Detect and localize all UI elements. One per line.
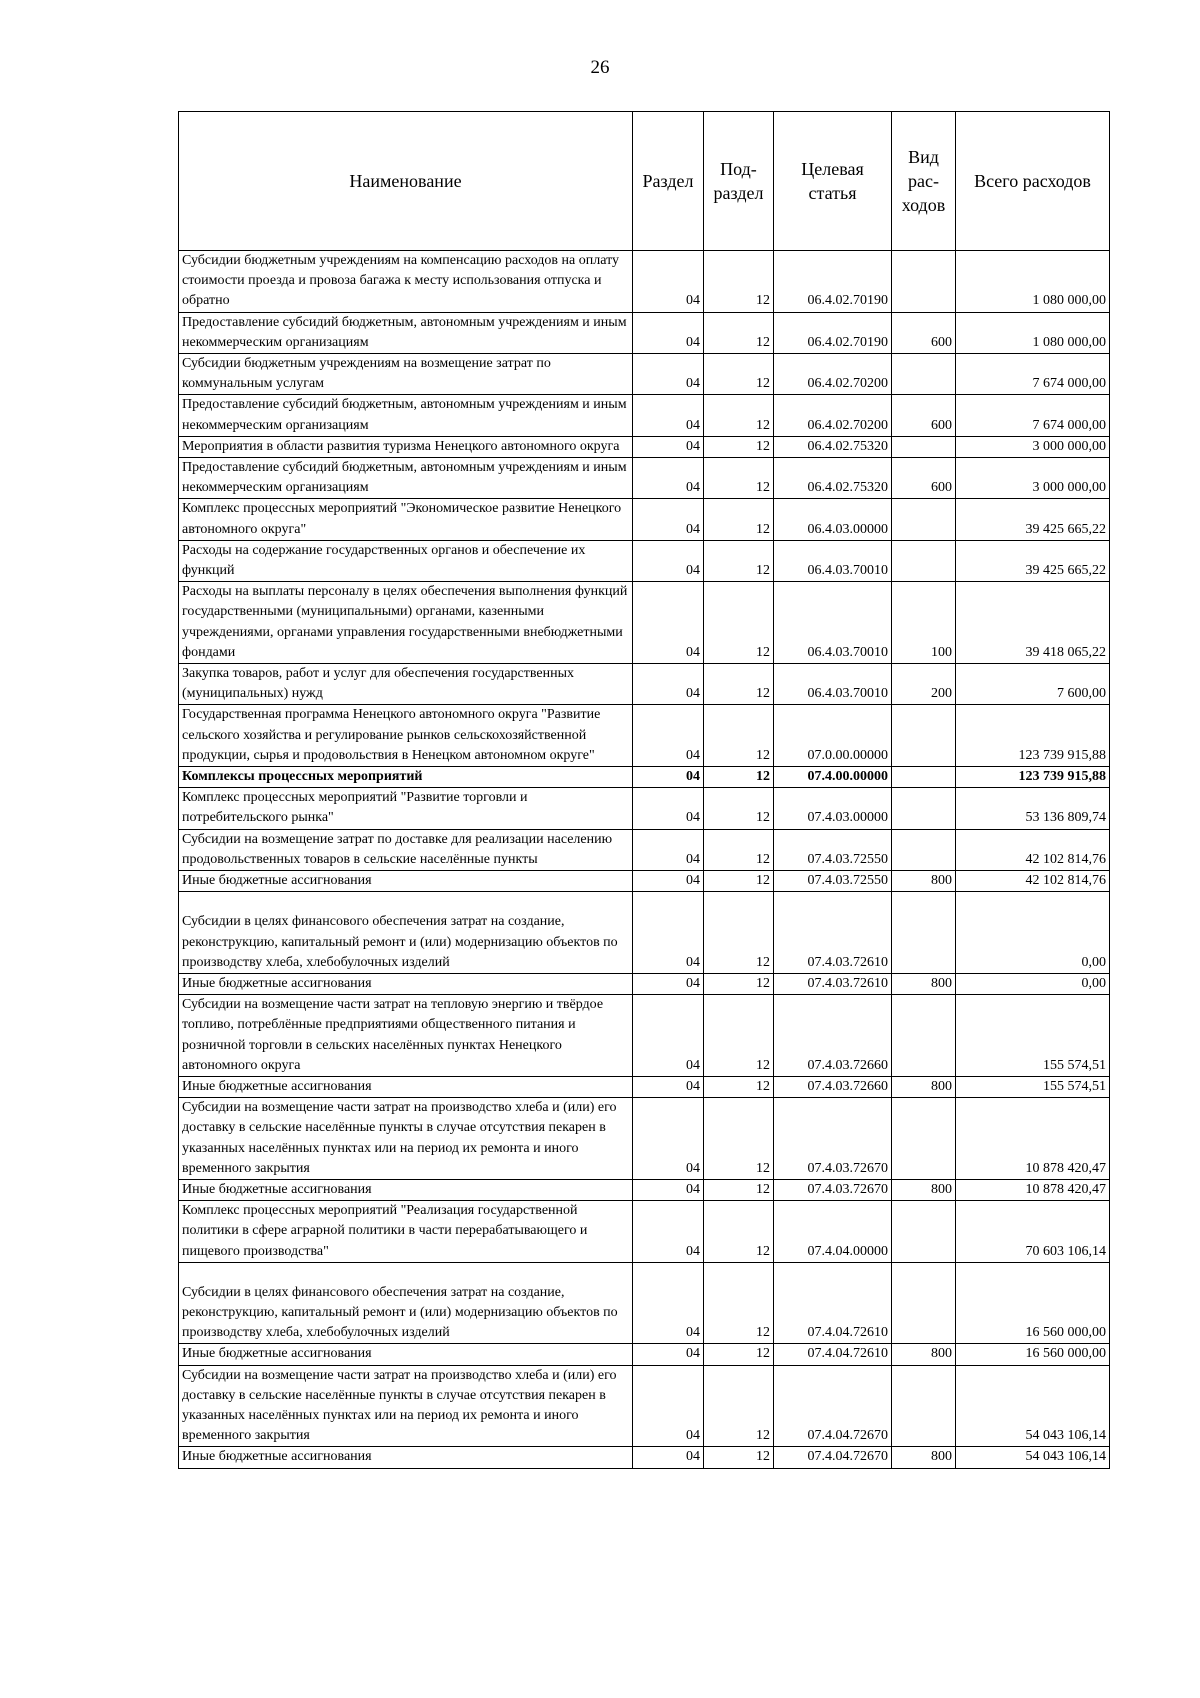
row-section: 04 [633,1344,704,1365]
row-total: 53 136 809,74 [956,788,1110,829]
header-subsection: Под- раздел [704,112,774,251]
row-total: 39 425 665,22 [956,540,1110,581]
table-row [179,995,1110,1077]
row-target-article: 06.4.02.70190 [774,312,892,353]
header-section: Раздел [633,112,704,251]
row-total: 7 674 000,00 [956,395,1110,436]
row-target-article: 06.4.02.70190 [774,251,892,313]
row-total: 123 739 915,88 [956,767,1110,788]
row-section: 04 [633,995,704,1077]
row-total: 7 674 000,00 [956,354,1110,395]
row-section: 04 [633,1365,704,1447]
row-name: Субсидии в целях финансового обеспечения затрат на создание, реконструкцию, капитальный ремонт и (или) модернизацию объектов по производству хлеба, хлебобулочных изделий [179,1262,633,1344]
row-section: 04 [633,1201,704,1263]
row-target-article: 06.4.03.00000 [774,499,892,540]
row-name: Иные бюджетные ассигнования [179,871,633,892]
table-row [179,395,1110,436]
table-row [179,788,1110,829]
header-target: Целевая статья [774,112,892,251]
row-total: 16 560 000,00 [956,1344,1110,1365]
row-name: Субсидии в целях финансового обеспечения затрат на создание, реконструкцию, капитальный ремонт и (или) модернизацию объектов по производству хлеба, хлебобулочных изделий [179,892,633,974]
row-section: 04 [633,1098,704,1180]
row-total: 3 000 000,00 [956,458,1110,499]
row-total: 16 560 000,00 [956,1262,1110,1344]
row-name: Предоставление субсидий бюджетным, автономным учреждениям и иным некоммерческим организациям [179,312,633,353]
row-expense-type: 600 [892,458,956,499]
row-name: Иные бюджетные ассигнования [179,1447,633,1468]
table-row [179,1262,1110,1344]
row-target-article: 07.4.03.72550 [774,829,892,870]
table-row [179,1447,1110,1468]
row-name: Мероприятия в области развития туризма Ненецкого автономного округа [179,436,633,457]
table-row [179,354,1110,395]
row-section: 04 [633,582,704,664]
table-row [179,312,1110,353]
row-section: 04 [633,458,704,499]
table-row [179,251,1110,313]
row-total: 1 080 000,00 [956,312,1110,353]
row-name: Субсидии на возмещение затрат по доставке для реализации населению продовольственных товаров в сельские населённые пункты [179,829,633,870]
row-target-article: 07.4.03.72550 [774,871,892,892]
row-target-article: 06.4.03.70010 [774,664,892,705]
row-total: 0,00 [956,973,1110,994]
row-expense-type [892,892,956,974]
row-section: 04 [633,829,704,870]
row-name: Предоставление субсидий бюджетным, автономным учреждениям и иным некоммерческим организациям [179,458,633,499]
budget-table [178,111,1110,1469]
row-section: 04 [633,664,704,705]
row-target-article: 07.4.03.72660 [774,995,892,1077]
row-expense-type: 600 [892,395,956,436]
row-subsection: 12 [704,892,774,974]
row-section: 04 [633,1447,704,1468]
row-target-article: 07.4.03.72670 [774,1098,892,1180]
row-subsection: 12 [704,829,774,870]
row-expense-type: 200 [892,664,956,705]
row-name: Иные бюджетные ассигнования [179,1179,633,1200]
row-target-article: 07.4.03.72660 [774,1076,892,1097]
row-subsection: 12 [704,251,774,313]
row-target-article: 06.4.03.70010 [774,582,892,664]
row-name: Комплекс процессных мероприятий "Реализация государственной политики в сфере аграрной политики в части перерабатывающего и пищевого производства" [179,1201,633,1263]
table-row [179,458,1110,499]
row-target-article: 07.0.00.00000 [774,705,892,767]
table-row [179,705,1110,767]
header-total: Всего расходов [956,112,1110,251]
row-expense-type [892,788,956,829]
row-name: Расходы на выплаты персоналу в целях обеспечения выполнения функций государственными (муниципальными) органами, казенными учреждениями, органами управления государственными внебюджетными фондами [179,582,633,664]
table-row [179,1344,1110,1365]
row-name: Расходы на содержание государственных органов и обеспечение их функций [179,540,633,581]
row-subsection: 12 [704,871,774,892]
row-name: Иные бюджетные ассигнования [179,973,633,994]
table-row [179,973,1110,994]
row-target-article: 07.4.04.00000 [774,1201,892,1263]
row-section: 04 [633,767,704,788]
row-subsection: 12 [704,1262,774,1344]
table-row [179,664,1110,705]
row-subsection: 12 [704,312,774,353]
row-subsection: 12 [704,973,774,994]
row-expense-type [892,1365,956,1447]
row-total: 123 739 915,88 [956,705,1110,767]
row-subsection: 12 [704,499,774,540]
row-expense-type: 800 [892,1447,956,1468]
row-section: 04 [633,251,704,313]
table-row [179,1179,1110,1200]
row-section: 04 [633,312,704,353]
row-subsection: 12 [704,354,774,395]
row-expense-type [892,1201,956,1263]
table-row [179,499,1110,540]
row-subsection: 12 [704,582,774,664]
row-subsection: 12 [704,1201,774,1263]
page-number: 26 [590,57,610,78]
table-row [179,871,1110,892]
row-name: Предоставление субсидий бюджетным, автономным учреждениям и иным некоммерческим организациям [179,395,633,436]
row-name: Иные бюджетные ассигнования [179,1076,633,1097]
table-row [179,892,1110,974]
row-section: 04 [633,1262,704,1344]
row-subsection: 12 [704,395,774,436]
row-subsection: 12 [704,664,774,705]
table-header-row [179,112,1110,251]
row-total: 39 425 665,22 [956,499,1110,540]
row-total: 54 043 106,14 [956,1447,1110,1468]
header-expense-type: Вид рас- ходов [892,112,956,251]
row-expense-type: 800 [892,1179,956,1200]
row-target-article: 07.4.03.00000 [774,788,892,829]
row-total: 10 878 420,47 [956,1098,1110,1180]
table-row [179,436,1110,457]
row-subsection: 12 [704,1365,774,1447]
table-row [179,582,1110,664]
table-row [179,540,1110,581]
row-expense-type [892,540,956,581]
row-target-article: 07.4.04.72670 [774,1365,892,1447]
table-row [179,767,1110,788]
row-total: 54 043 106,14 [956,1365,1110,1447]
row-target-article: 06.4.02.70200 [774,395,892,436]
row-section: 04 [633,871,704,892]
row-section: 04 [633,1179,704,1200]
header-name: Наименование [179,112,633,251]
row-total: 70 603 106,14 [956,1201,1110,1263]
row-target-article: 07.4.04.72670 [774,1447,892,1468]
row-section: 04 [633,705,704,767]
row-total: 0,00 [956,892,1110,974]
row-section: 04 [633,499,704,540]
row-expense-type: 800 [892,1344,956,1365]
row-expense-type [892,251,956,313]
row-name: Комплекс процессных мероприятий "Экономическое развитие Ненецкого автономного округа" [179,499,633,540]
row-target-article: 06.4.03.70010 [774,540,892,581]
row-subsection: 12 [704,540,774,581]
row-expense-type [892,767,956,788]
row-target-article: 06.4.02.70200 [774,354,892,395]
row-target-article: 06.4.02.75320 [774,436,892,457]
row-subsection: 12 [704,1098,774,1180]
row-total: 3 000 000,00 [956,436,1110,457]
row-name: Субсидии на возмещение части затрат на производство хлеба и (или) его доставку в сельские населённые пункты в случае отсутствия пекарен в указанных населённых пунктах или на период их ремонта и иного временного закрытия [179,1365,633,1447]
row-name: Иные бюджетные ассигнования [179,1344,633,1365]
row-expense-type: 800 [892,1076,956,1097]
row-target-article: 06.4.02.75320 [774,458,892,499]
row-section: 04 [633,892,704,974]
row-name: Субсидии бюджетным учреждениям на компенсацию расходов на оплату стоимости проезда и провоза багажа к месту использования отпуска и обратно [179,251,633,313]
row-expense-type [892,1098,956,1180]
row-total: 42 102 814,76 [956,829,1110,870]
row-target-article: 07.4.00.00000 [774,767,892,788]
row-expense-type: 800 [892,871,956,892]
row-section: 04 [633,354,704,395]
row-target-article: 07.4.04.72610 [774,1262,892,1344]
row-subsection: 12 [704,995,774,1077]
row-name: Субсидии на возмещение части затрат на тепловую энергию и твёрдое топливо, потреблённые предприятиями общественного питания и розничной торговли в сельских населённых пунктах Ненецкого автономного округа [179,995,633,1077]
row-total: 1 080 000,00 [956,251,1110,313]
row-subsection: 12 [704,436,774,457]
table-row [179,1076,1110,1097]
row-expense-type: 800 [892,973,956,994]
row-subsection: 12 [704,458,774,499]
row-name: Комплексы процессных мероприятий [179,767,633,788]
row-section: 04 [633,788,704,829]
row-name: Комплекс процессных мероприятий "Развитие торговли и потребительского рынка" [179,788,633,829]
table-row [179,1365,1110,1447]
row-subsection: 12 [704,705,774,767]
row-total: 7 600,00 [956,664,1110,705]
table-row [179,1098,1110,1180]
row-expense-type [892,436,956,457]
row-section: 04 [633,973,704,994]
row-expense-type [892,354,956,395]
row-name: Субсидии бюджетным учреждениям на возмещение затрат по коммунальным услугам [179,354,633,395]
row-total: 39 418 065,22 [956,582,1110,664]
row-expense-type [892,499,956,540]
row-subsection: 12 [704,1179,774,1200]
row-section: 04 [633,1076,704,1097]
row-name: Субсидии на возмещение части затрат на производство хлеба и (или) его доставку в сельские населённые пункты в случае отсутствия пекарен в указанных населённых пунктах или на период их ремонта и иного временного закрытия [179,1098,633,1180]
row-expense-type: 100 [892,582,956,664]
row-expense-type: 600 [892,312,956,353]
row-subsection: 12 [704,767,774,788]
row-expense-type [892,1262,956,1344]
row-subsection: 12 [704,1076,774,1097]
row-target-article: 07.4.04.72610 [774,1344,892,1365]
row-total: 10 878 420,47 [956,1179,1110,1200]
row-name: Государственная программа Ненецкого автономного округа "Развитие сельского хозяйства и регулирование рынков сельскохозяйственной продукции, сырья и продовольствия в Ненецком автономном округе" [179,705,633,767]
row-expense-type [892,829,956,870]
row-subsection: 12 [704,1447,774,1468]
row-subsection: 12 [704,1344,774,1365]
row-expense-type [892,705,956,767]
row-section: 04 [633,436,704,457]
table-row [179,1201,1110,1263]
row-total: 42 102 814,76 [956,871,1110,892]
row-name: Закупка товаров, работ и услуг для обеспечения государственных (муниципальных) нужд [179,664,633,705]
row-target-article: 07.4.03.72610 [774,973,892,994]
row-section: 04 [633,540,704,581]
row-subsection: 12 [704,788,774,829]
row-total: 155 574,51 [956,995,1110,1077]
row-expense-type [892,995,956,1077]
row-target-article: 07.4.03.72610 [774,892,892,974]
row-total: 155 574,51 [956,1076,1110,1097]
row-section: 04 [633,395,704,436]
row-target-article: 07.4.03.72670 [774,1179,892,1200]
table-row [179,829,1110,870]
